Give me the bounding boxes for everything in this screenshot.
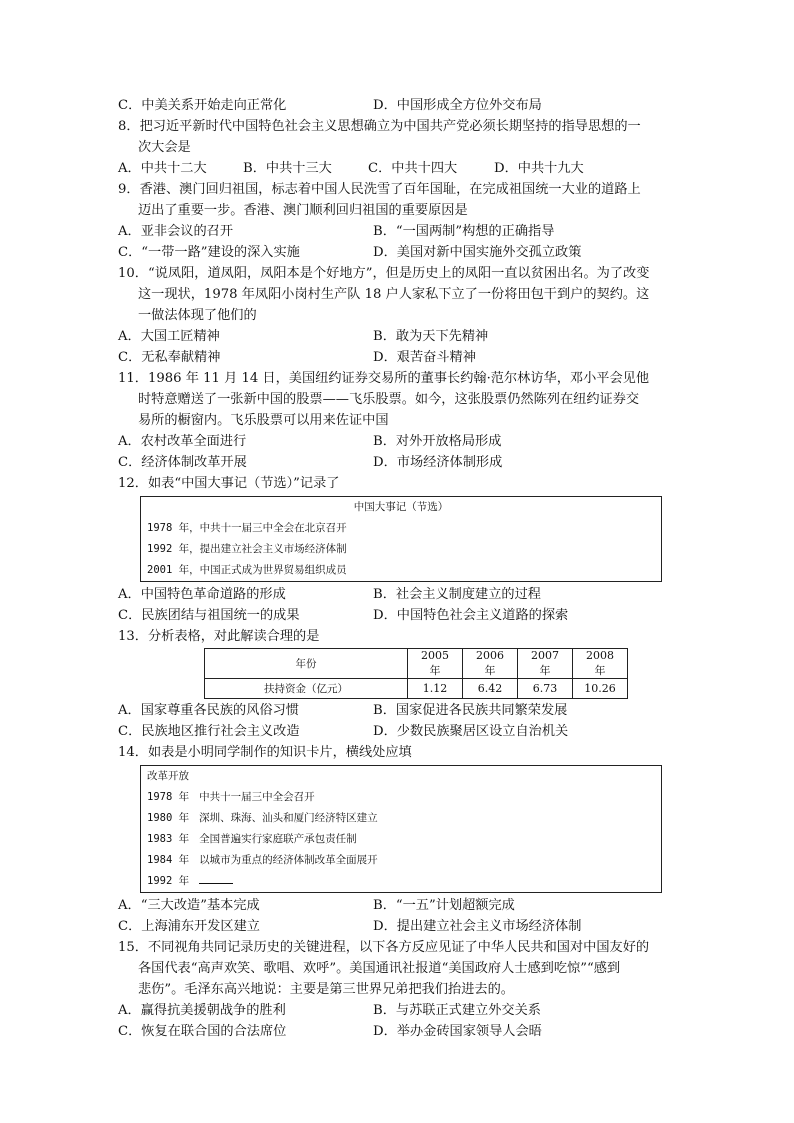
q12-box-title: 中国大事记（节选） [353, 501, 449, 513]
q15-option-c[interactable]: C．恢复在联合国的合法席位 [118, 1024, 287, 1039]
q11-options-cd [118, 452, 678, 473]
table-cell: 2007 年 [518, 649, 573, 679]
q12-events-box [140, 496, 662, 582]
q14-options-cd [118, 916, 678, 937]
card-year: 1980 年 [147, 812, 190, 824]
q15-options-cd [118, 1021, 678, 1042]
q7-option-d[interactable]: D．中国形成全方位外交布局 [373, 98, 542, 113]
q14-knowledge-card [140, 765, 662, 893]
table-header-year: 年份 [205, 649, 408, 679]
q8-option-b[interactable]: B．中共十三大 [243, 161, 332, 176]
q14-card-title: 改革开放 [147, 770, 189, 782]
q13-option-a[interactable]: A．国家尊重各民族的风俗习惯 [118, 703, 299, 718]
q9-stem-line2: 迈出了重要一步。香港、澳门顺利回归祖国的重要原因是 [138, 203, 468, 218]
q10-option-b[interactable]: B．敢为天下先精神 [373, 329, 489, 344]
card-text: 全国普遍实行家庭联产承包责任制 [199, 833, 357, 845]
q15-options-ab [118, 1000, 678, 1021]
q11-option-a[interactable]: A．农村改革全面进行 [118, 434, 247, 449]
table-cell: 2005 年 [408, 649, 463, 679]
q9-option-a[interactable]: A．亚非会议的召开 [118, 224, 234, 239]
table-row [205, 679, 628, 699]
q11-stem-line3: 易所的橱窗内。飞乐股票可以用来佐证中国 [138, 413, 389, 428]
q14-card-row-blank [141, 871, 661, 892]
table-cell: 2006 年 [463, 649, 518, 679]
table-cell: 6.73 [518, 679, 573, 699]
q10-option-c[interactable]: C．无私奉献精神 [118, 350, 221, 365]
q7-option-c[interactable]: C．中美关系开始走向正常化 [118, 98, 287, 113]
q11-option-d[interactable]: D．市场经济体制形成 [373, 455, 503, 470]
q15-stem-line3: 悲伤”。毛泽东高兴地说：主要是第三世界兄弟把我们抬进去的。 [138, 982, 514, 997]
q12-option-a[interactable]: A．中国特色革命道路的形成 [118, 587, 286, 602]
q11-option-b[interactable]: B．对外开放格局形成 [373, 434, 502, 449]
card-year: 1983 年 [147, 833, 190, 845]
card-text: 深圳、珠海、汕头和厦门经济特区建立 [199, 812, 378, 824]
q11-options-ab [118, 431, 678, 452]
q13-funding-table [204, 648, 628, 699]
q14-card-row [141, 787, 661, 808]
card-text: 中共十一届三中全会召开 [199, 791, 315, 803]
q14-option-c[interactable]: C．上海浦东开发区建立 [118, 919, 260, 934]
q15-option-b[interactable]: B．与苏联正式建立外交关系 [373, 1003, 541, 1018]
q13-stem: 13．分析表格，对此解读合理的是 [118, 629, 320, 644]
table-header-funding: 扶持资金（亿元） [205, 679, 408, 699]
q14-option-a[interactable]: A．“三大改造”基本完成 [118, 898, 260, 913]
q9-option-b[interactable]: B．“一国两制”构想的正确指导 [373, 224, 555, 239]
q8-stem-line2: 次大会是 [138, 140, 191, 155]
q8-stem-line1: 8．把习近平新时代中国特色社会主义思想确立为中国共产党必须长期坚持的指导思想的一 [118, 119, 641, 134]
q9-option-c[interactable]: C．“一带一路”建设的深入实施 [118, 245, 300, 260]
q13-options-ab [118, 700, 678, 721]
q12-box-row: 2001 年，中国正式成为世界贸易组织成员 [147, 564, 347, 576]
q10-stem-line2: 这一现状，1978 年凤阳小岗村生产队 18 户人家私下立了一份将田包干到户的契约。这 [138, 287, 650, 302]
q14-stem: 14．如表是小明同学制作的知识卡片，横线处应填 [118, 745, 412, 760]
q12-box-row: 1978 年，中共十一届三中全会在北京召开 [147, 522, 347, 534]
q15-option-d[interactable]: D．举办金砖国家领导人会晤 [373, 1024, 542, 1039]
q10-option-d[interactable]: D．艰苦奋斗精神 [373, 350, 476, 365]
q8-options [118, 158, 678, 179]
card-year: 1984 年 [147, 854, 190, 866]
q11-option-c[interactable]: C．经济体制改革开展 [118, 455, 247, 470]
q9-options-cd [118, 242, 678, 263]
q10-stem-line3: 一做法体现了他们的 [138, 308, 257, 323]
q15-stem-line1: 15．不同视角共同记录历史的关键进程，以下各方反应见证了中华人民共和国对中国友好的 [118, 940, 650, 955]
q15-stem-line2: 各国代表“高声欢笑、歌唱、欢呼”。美国通讯社报道“美国政府人士感到吃惊”“感到 [138, 961, 621, 976]
q10-options-ab [118, 326, 678, 347]
q12-option-b[interactable]: B．社会主义制度建立的过程 [373, 587, 541, 602]
card-year: 1992 年 [147, 875, 190, 887]
q12-option-d[interactable]: D．中国特色社会主义道路的探索 [373, 608, 569, 623]
q12-stem: 12．如表“中国大事记（节选）”记录了 [118, 476, 340, 491]
q11-stem-line1: 11．1986 年 11 月 14 日，美国纽约证券交易所的董事长约翰·范尔林访华，邓小平会见他 [118, 371, 650, 386]
q12-box-row: 1992 年，提出建立社会主义市场经济体制 [147, 543, 347, 555]
q14-option-d[interactable]: D．提出建立社会主义市场经济体制 [373, 919, 582, 934]
q14-options-ab [118, 895, 678, 916]
q9-stem-line1: 9．香港、澳门回归祖国，标志着中国人民洗雪了百年国耻，在完成祖国统一大业的道路上 [118, 182, 641, 197]
q8-option-d[interactable]: D．中共十九大 [494, 161, 584, 176]
q10-option-a[interactable]: A．大国工匠精神 [118, 329, 220, 344]
q8-option-c[interactable]: C．中共十四大 [368, 161, 458, 176]
q13-option-c[interactable]: C．民族地区推行社会主义改造 [118, 724, 300, 739]
q12-options-ab [118, 584, 678, 605]
q7-options-cd [118, 95, 678, 116]
q12-options-cd [118, 605, 678, 626]
q14-option-b[interactable]: B．“一五”计划超额完成 [373, 898, 515, 913]
q12-option-c[interactable]: C．民族团结与祖国统一的成果 [118, 608, 300, 623]
q10-options-cd [118, 347, 678, 368]
q13-option-d[interactable]: D．少数民族聚居区设立自治机关 [373, 724, 569, 739]
q15-option-a[interactable]: A．赢得抗美援朝战争的胜利 [118, 1003, 286, 1018]
q9-option-d[interactable]: D．美国对新中国实施外交孤立政策 [373, 245, 582, 260]
table-cell: 6.42 [463, 679, 518, 699]
q11-stem-line2: 时特意赠送了一张新中国的股票——飞乐股票。如今，这张股票仍然陈列在纽约证券交 [138, 392, 640, 407]
table-cell: 1.12 [408, 679, 463, 699]
card-text: 以城市为重点的经济体制改革全面展开 [199, 854, 378, 866]
table-cell: 2008 年 [573, 649, 628, 679]
q14-card-row [141, 850, 661, 871]
card-year: 1978 年 [147, 791, 190, 803]
q14-card-row [141, 829, 661, 850]
table-cell: 10.26 [573, 679, 628, 699]
q13-options-cd [118, 721, 678, 742]
q10-stem-line1: 10．“说凤阳，道凤阳，凤阳本是个好地方”，但是历史上的凤阳一直以贫困出名。为了改变 [118, 266, 650, 281]
q8-option-a[interactable]: A．中共十二大 [118, 161, 207, 176]
table-row [205, 649, 628, 679]
q9-options-ab [118, 221, 678, 242]
exam-page [118, 95, 678, 1042]
q14-card-row [141, 808, 661, 829]
q13-option-b[interactable]: B．国家促进各民族共同繁荣发展 [373, 703, 568, 718]
fill-in-blank[interactable] [199, 871, 233, 884]
